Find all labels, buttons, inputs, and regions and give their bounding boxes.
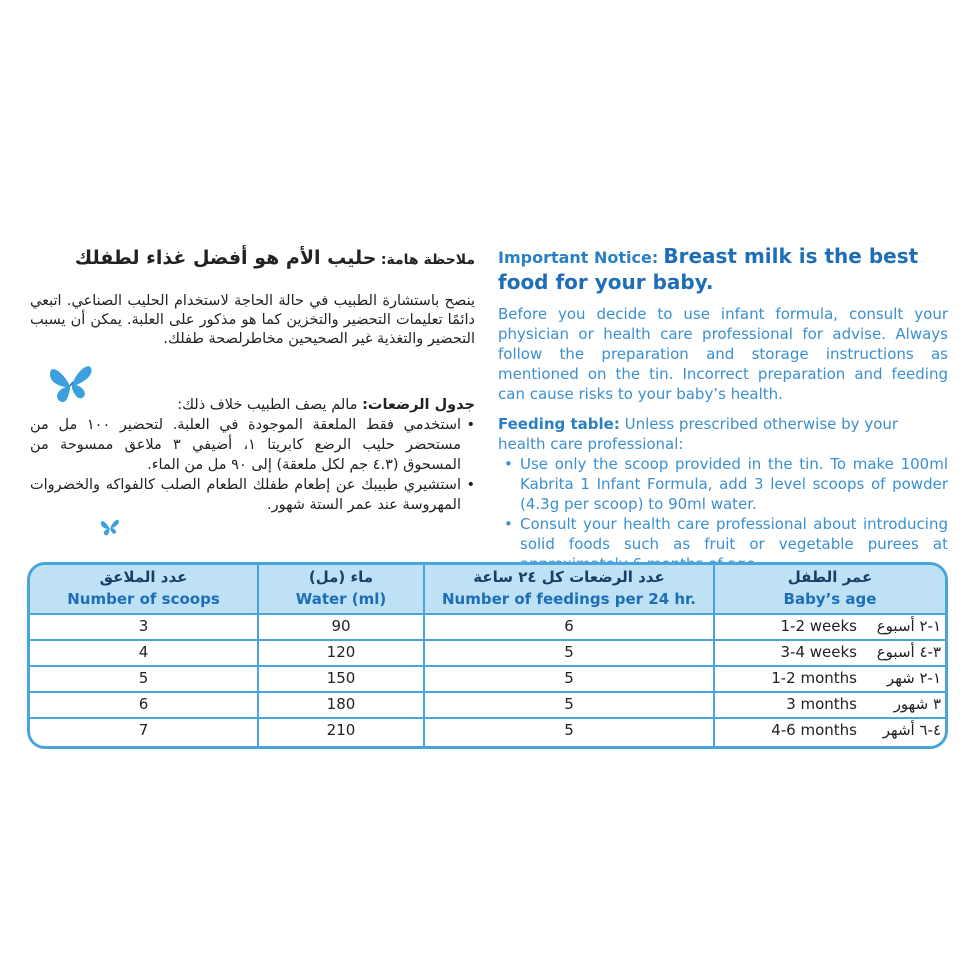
cell-scoops: 3 (138, 617, 149, 635)
arabic-notice-heading: حليب الأم هو أفضل غذاء لطفلك (74, 247, 377, 269)
arabic-notice (30, 244, 475, 274)
cell-age-en: 1-2 months (771, 669, 857, 687)
arabic-feeding-intro (30, 395, 475, 415)
header-water-en: Water (ml) (295, 590, 387, 608)
arabic-bullet-text: استشيري طبيبك عن إطعام طفلك الطعام الصلب كالفواكه والخضروات المهروسة عند عمر الستة شهور. (30, 477, 461, 513)
arabic-feeding-intro-text: مالم يصف الطبيب خلاف ذلك: (177, 397, 358, 413)
arabic-section (30, 244, 475, 515)
cell-feedings: 5 (564, 695, 574, 713)
english-bullet-list (498, 454, 948, 574)
cell-water: 150 (326, 669, 356, 687)
cell-age (715, 639, 945, 665)
cell-age-ar: ٣ شهور (893, 695, 941, 713)
cell-age (715, 717, 945, 743)
arabic-bullet-list (30, 415, 475, 515)
english-feeding-intro (498, 414, 948, 454)
cell-water: 90 (331, 617, 351, 635)
cell-age (715, 665, 945, 691)
list-item: • استشيري طبيبك عن إطعام طفلك الطعام الصلب كالفواكه والخضروات المهروسة عند عمر الستة شهور. (30, 477, 475, 513)
header-scoops-en: Number of scoops (67, 590, 220, 608)
cell-scoops: 5 (138, 669, 149, 687)
list-item: • Consult your health care professional about introducing solid foods such as fruit or vegetable purees at (498, 514, 948, 574)
header-scoops-ar: عدد الملاعق (99, 568, 188, 586)
cell-feedings: 6 (564, 617, 574, 635)
header-water (259, 565, 423, 613)
header-feedings-ar: عدد الرضعات كل ٢٤ ساعة (473, 568, 665, 586)
english-notice-label: Important Notice: (498, 248, 659, 267)
english-feeding-intro-text: Unless prescribed otherwise by your health care professional: (498, 415, 899, 453)
cell-water: 120 (326, 643, 356, 661)
cell-age-ar: ٤-٦ أشهر (882, 721, 941, 739)
cell-feedings: 5 (564, 643, 574, 661)
cell-feedings: 5 (564, 721, 574, 739)
feeding-table (27, 562, 948, 749)
header-age-ar: عمر الطفل (787, 568, 873, 586)
cell-scoops: 6 (138, 695, 149, 713)
cell-age (715, 613, 945, 639)
butterfly-icon-small (100, 518, 120, 538)
header-age-en: Baby’s age (783, 590, 877, 608)
english-feeding-label: Feeding table: (498, 415, 620, 433)
header-age (715, 565, 945, 613)
cell-age-en: 3 months (786, 695, 857, 713)
header-scoops (30, 565, 257, 613)
english-paragraph: Before you decide to use infant formula, consult your physician or health care professional for advise. Always follow the preparation and storage instructions as mentioned on the tin. Incorrect preparation and feeding can cause risks to your baby’s health. (498, 305, 948, 403)
cell-scoops: 7 (138, 721, 149, 739)
cell-water: 210 (326, 721, 356, 739)
english-notice (498, 244, 948, 270)
english-notice-heading-line2: food for your baby. (498, 270, 714, 294)
english-bullet-text: Use only the scoop provided in the tin. To make 100ml Kabrita 1 Infant Formula, add 3 level scoops of powder (4.3g per scoop) to 90ml water. (520, 455, 948, 513)
arabic-notice-label: ملاحظة هامة: (380, 252, 475, 268)
butterfly-icon-large (48, 362, 94, 408)
arabic-paragraph: ينصح باستشارة الطبيب في حالة الحاجة لاستخدام الحليب الصناعي. اتبعي دائمًا تعليمات التحضير والتخزين كما هو مذكور على العلبة. يمكن أن يسبب التحضير والتغذية غير الصحيحين مخاطرلصحة طفلك. (30, 293, 475, 347)
arabic-feeding-label: جدول الرضعات: (362, 397, 475, 413)
arabic-bullet-text: استخدمي فقط الملعقة الموجودة في العلبة. لتحضير ١٠٠ مل من مستحضر حليب الرضع كابريتا ١، أضيفي ٣ ملاعق ممسوحة من المسحوق (٤.٣ جم لكل ملعقة) إلى ٩٠ مل من الماء. (30, 417, 461, 473)
cell-age-en: 3-4 weeks (780, 643, 857, 661)
list-item: • Use only the scoop provided in the tin. To make 100ml Kabrita 1 Infant Formula, add 3 level scoops of powder (4.3g per scoop) to 90ml water. (504, 455, 948, 513)
cell-age-en: 1-2 weeks (780, 617, 857, 635)
english-bullet-text: Consult your health care professional about introducing solid foods such as fruit or vegetable purees at (520, 515, 948, 553)
header-feedings (425, 565, 713, 613)
cell-age-en: 4-6 months (771, 721, 857, 739)
list-item: • استخدمي فقط الملعقة الموجودة في العلبة. لتحضير ١٠٠ مل من مستحضر حليب الرضع كابريتا ١، أضيفي ٣ ملاعق ممسوحة من المسحوق (٤.٣ جم لكل ملعقة) إلى ٩٠ مل من الماء. (30, 417, 475, 473)
cell-age-ar: ١-٢ شهر (886, 669, 941, 687)
english-section (498, 244, 948, 574)
english-notice-heading-line1: Breast milk is the best (663, 244, 919, 268)
cell-feedings: 5 (564, 669, 574, 687)
header-water-ar: ماء (مل) (308, 568, 374, 586)
cell-water: 180 (326, 695, 356, 713)
header-feedings-en: Number of feedings per 24 hr. (441, 590, 697, 608)
cell-age-ar: ٣-٤ أسبوع (876, 643, 941, 661)
cell-age (715, 691, 945, 717)
cell-age-ar: ١-٢ أسبوع (876, 617, 941, 635)
cell-scoops: 4 (138, 643, 149, 661)
